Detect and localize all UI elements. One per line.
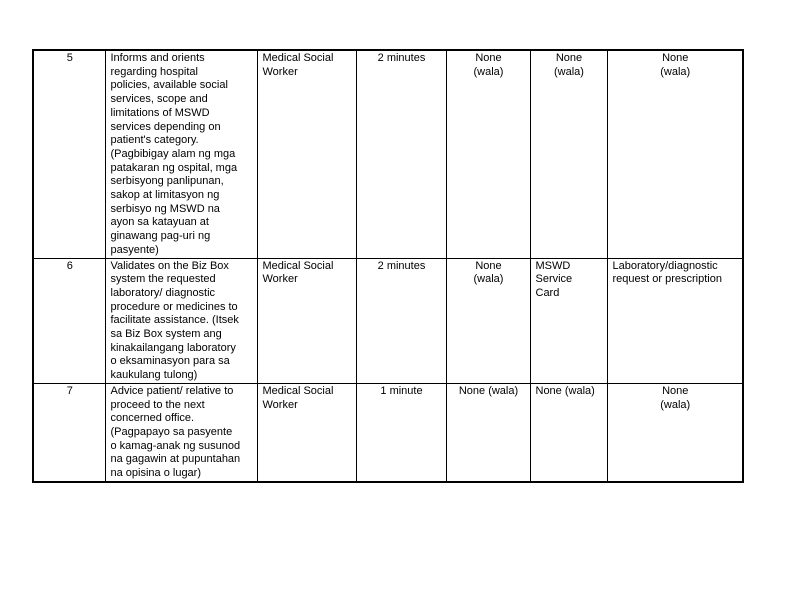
cell-text-line: ayon sa katayuan at <box>110 216 209 229</box>
cell-text-line: ginawang pag-uri ng <box>110 230 211 243</box>
cell-text-line: request or prescription <box>612 273 722 286</box>
cell-text-line: limitations of MSWD <box>110 106 210 119</box>
step-number-cell <box>33 258 105 383</box>
output-cell <box>607 383 743 481</box>
cell-text-line: pasyente) <box>110 243 159 256</box>
cell-text-line: None <box>662 384 689 397</box>
requirements-cell <box>530 383 607 481</box>
cell-text-line: None (wala) <box>458 384 519 397</box>
requirements-cell <box>530 258 607 383</box>
cell-text-line: Worker <box>262 65 298 78</box>
cell-text-line: 2 minutes <box>377 52 426 64</box>
cell-text-line: regarding hospital <box>110 65 198 78</box>
person-responsible-cell <box>257 258 356 383</box>
step-number: 6 <box>66 259 73 272</box>
step-number: 7 <box>66 384 73 397</box>
output-cell <box>607 50 743 258</box>
step-number-cell <box>33 383 105 481</box>
cell-text-line: (wala) <box>554 65 584 78</box>
cell-text-line: na opisina o lugar) <box>110 467 202 480</box>
cell-text-line: MSWD <box>535 259 571 272</box>
cell-text-line: system the requested <box>110 273 216 286</box>
step-number: 5 <box>66 52 73 64</box>
processing-time-cell <box>356 50 446 258</box>
output-cell <box>607 258 743 383</box>
cell-text-line: Medical Social <box>262 384 334 397</box>
cell-text-line: procedure or medicines to <box>110 300 238 313</box>
fees-cell <box>446 383 530 481</box>
cell-text-line: o eksaminasyon para sa <box>110 355 230 368</box>
client-step-cell <box>105 383 257 481</box>
step-number-cell <box>33 50 105 258</box>
cell-text-line: (wala) <box>660 65 691 78</box>
cell-text-line: None <box>475 259 502 272</box>
table-row <box>33 50 743 258</box>
cell-text-line: na gagawin at pupuntahan <box>110 453 241 466</box>
cell-text-line: concerned office. <box>110 412 195 425</box>
cell-text-line: o kamag-anak ng susunod <box>110 439 241 452</box>
cell-text-line: sa Biz Box system ang <box>110 328 222 341</box>
cell-text-line: Medical Social <box>262 259 334 272</box>
cell-text-line: facilitate assistance. (Itsek <box>110 314 239 327</box>
cell-text-line: services, scope and <box>110 93 208 106</box>
cell-text-line: policies, available social <box>110 79 228 92</box>
cell-text-line: (wala) <box>473 65 504 78</box>
fees-cell <box>446 50 530 258</box>
cell-text-line: None <box>475 52 502 64</box>
processing-time-cell <box>356 383 446 481</box>
cell-text-line: (Pagbibigay alam ng mga <box>110 147 236 160</box>
cell-text-line: Worker <box>262 398 298 411</box>
client-step-cell <box>105 50 257 258</box>
cell-text-line: None (wala) <box>535 384 595 397</box>
person-responsible-cell <box>257 50 356 258</box>
client-step-cell <box>105 258 257 383</box>
cell-text-line: 1 minute <box>380 384 423 397</box>
cell-text-line: (wala) <box>473 273 504 286</box>
table-row <box>33 383 743 481</box>
fees-cell <box>446 258 530 383</box>
requirements-cell <box>530 50 607 258</box>
processing-time-cell <box>356 258 446 383</box>
cell-text-line: patient's category. <box>110 134 199 147</box>
cell-text-line: Worker <box>262 273 298 286</box>
cell-text-line: serbisyong panlipunan, <box>110 175 224 188</box>
cell-text-line: laboratory/ diagnostic <box>110 286 216 299</box>
cell-text-line: proceed to the next <box>110 398 205 411</box>
cell-text-line: 2 minutes <box>377 259 426 272</box>
procedure-table <box>32 49 744 483</box>
cell-text-line: None <box>555 52 583 64</box>
cell-text-line: (wala) <box>660 398 691 411</box>
cell-text-line: services depending on <box>110 120 221 133</box>
cell-text-line: sakop at limitasyon ng <box>110 189 220 202</box>
cell-text-line: Validates on the Biz Box <box>110 259 229 272</box>
cell-text-line: Card <box>535 286 560 299</box>
cell-text-line: None <box>662 52 689 64</box>
person-responsible-cell <box>257 383 356 481</box>
cell-text-line: serbisyo ng MSWD na <box>110 202 220 215</box>
cell-text-line: kinakailangang laboratory <box>110 341 236 354</box>
cell-text-line: kaukulang tulong) <box>110 369 198 382</box>
cell-text-line: Service <box>535 273 573 286</box>
cell-text-line: Informs and orients <box>110 52 205 64</box>
cell-text-line: Medical Social <box>262 52 334 64</box>
cell-text-line: patakaran ng ospital, mga <box>110 161 238 174</box>
cell-text-line: Advice patient/ relative to <box>110 384 234 397</box>
table-body <box>33 50 743 482</box>
cell-text-line: (Pagpapayo sa pasyente <box>110 425 233 438</box>
cell-text-line: Laboratory/diagnostic <box>612 259 718 272</box>
table-row <box>33 258 743 383</box>
